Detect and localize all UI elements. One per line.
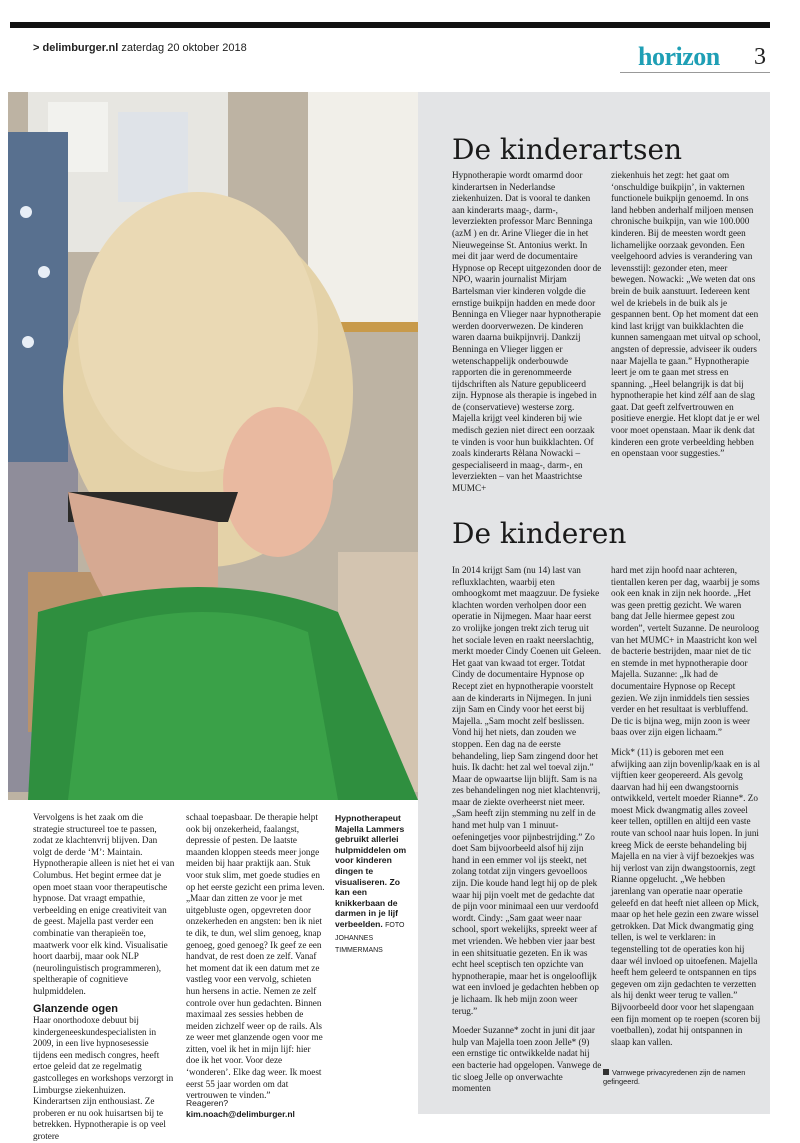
children-text-2b: Mick* (11) is geboren met een afwijking aan zijn bovenlip/kaak en is al vijftien keer geopereerd. Als gevolg daarvan had hij een dwangstoornis ontwikkeld, vertelt moeder Rianne*. Zo moest Mick dwangmatig alles zoveel keer tellen, optillen en altijd een vaste route van school naar huis lopen. In juni kreeg Mick de eerste behandeling bij Majella en na vier à vijf bezoekjes was hij verlost van zijn dwangstoornis, zegt Rianne opgelucht. „We hebben jarenlang van operatie naar operatie geleefd en dat heeft niet alleen op Mick, maar op het hele gezin een zware wissel getrokken. Dat Mick dwangmatig ging tellen, is wel te verklaren: in tegenstelling tot de operaties kon hij daar wél invloed op uitoefenen. Majella heeft hem geleerd te ontspannen en tips gegeven om zijn gedachten te verzetten als hij denkt weer terug te vallen.” Bijvoorbeeld door voor het slapengaan een fijn moment op te roepen (scoren bij voetballen), zodat hij ontspannen in slaap kan vallen. xyxy=(611,746,761,1047)
bottom-text-1b: Haar onorthodoxe debuut bij kindergeneeskundespecialisten in 2009, in een live hypnosesessie tijdens een medisch congres, heeft ertoe geleid dat ze regelmatig gastcolleges en workshops verzorgt in Limburgse ziekenhuizen. Kinderartsen zijn enthousiast. Ze proberen er nu ook huisartsen bij te betrekken. Hypnotherapie is op veel grotere xyxy=(33,1015,174,1142)
photo-credit: FOTO JOHANNES TIMMERMANS xyxy=(335,921,405,955)
section-title: horizon xyxy=(638,42,720,71)
bottom-text-2: schaal toepasbaar. De therapie helpt ook bij onzekerheid, faalangst, depressie of pesten. De laatste maanden kloppen steeds meer jonge meiden bij haar praktijk aan. Stuk voor stuk slim, met goede studies en op het eerste gezicht een prima leven. „Maar dan zitten ze voor je met uitgebluste ogen, opgevreten door onzekerheden en angsten: ben ik niet te dik, te dun, wel slim genoeg, knap genoeg, goed genoeg? Ik geef ze een handvat, de rest doen ze zelf. Vanaf het moment dat ik een datum met ze vastleg voor een vervolg, schieten hun hersens in actie. Nemen ze zelf controle over hun gedachten. Binnen maximaal zes sessies hebben de meiden zichzelf weer op de rails. Als ze weer met glanzende ogen voor me zitten, voel ik het in mijn lijf: hier doe ik het voor. Voor deze ‘wonderen’. Elke dag weer. Ik moest eerst 55 jaar worden om dat vertrouwen te vinden.” xyxy=(186,812,325,1101)
doctors-text-1: Hypnotherapie wordt omarmd door kinderartsen in Nederlandse ziekenhuizen. Dat is vooral te danken aan kinderarts maag-, darm-, leverziekten professor Marc Benninga (azM ) en dr. Arine Vlieger die in het Nieuwegeinse St. Antonius werkt. In mei dit jaar werd de documentaire Hypnose op Recept uitgezonden door de NPO, waarin journalist Mirjam Bartelsman vier kinderen volgde die ernstige buikpijn hadden en mede door Benninga en Vlieger naar hypnotherapie werden doorverwezen. De kinderen waren daarna buikpijnvrij. Dankzij Benninga en Vlieger liggen er wetenschappelijk onderbouwde rapporten die in gerenommeerde tijdschriften als Nature gepubliceerd zijn. Hypnose als therapie is ingebed in de (conservatieve) westerse zorg. Majella krijgt veel kinderen bij wie medisch gezien niet direct een oorzaak te vinden is voor hun buikklachten. Of zoals kinderarts Rèlana Nowacki – gespecialiseerd in maag-, darm-, en leverziekten – van het Maastrichtse MUMC+ xyxy=(452,170,602,494)
children-text-1: In 2014 krijgt Sam (nu 14) last van refluxklachten, waarbij eten omhoogkomt met maagzuur. De fysieke klachten worden verholpen door een operatie in Nijmegen. Maar haar eerst zo vrolijke jongen trekt zich terug uit het sociale leven en raakt neerslachtig, merkt moeder Cindy Coenen uit Geleen. Het gaat van kwaad tot erger. Totdat Cindy de documentaire Hypnose op Recept ziet en hypnotherapie voorstelt aan de kinderarts in Nijmegen. In juni zijn Sam en Cindy voor het eerst bij Majella. „Sam mocht zelf beslissen. Vond hij het niets, dan zouden we stoppen. Een dag na de eerste behandeling, liep Sam zingend door het huis. Ik dacht: het zal wel toeval zijn.” Maar de opwaartse lijn blijft. Sam is na zes behandelingen nog niet klachtenvrij, maar de ziekte overheerst niet meer. „Sam heeft zijn stemming nu zelf in de hand met hulp van 1 minuut-oefeningetjes voor pijnbestrijding.” Zo doet Sam bijvoorbeeld alsof hij zijn hand in een emmer vol ijs steekt, net zolang totdat zijn vingers gevoelloos zijn. Die koude hand legt hij op de plek waar hij pijn voelt met de gedachte dat de pijn voor minimaal een uur verdoofd wordt. Cindy: „Sam gaat weer naar school, sport wekelijks, spreekt weer af met vrienden. We hebben vier jaar best in een shitsituatie gezeten. En ik was echt heel sceptisch ten opzichte van hypnotherapie, maar het is ongelooflijk wat een invloed je gedachten hebben op je lichaam. Ik heb mijn zoon weer terug.” xyxy=(452,565,602,1016)
heading-doctors: De kinderartsen xyxy=(452,133,683,166)
contact-email-link[interactable]: kim.noach@delimburger.nl xyxy=(186,1108,295,1119)
doctors-text-2: ziekenhuis het zegt: het gaat om ‘onschuldige buikpijn’, in vakternen functionele buikpijn genoemd. In ons land hebben anderhalf miljoen mensen chronische buikpijn, van wie 100.000 kinderen. Bij de meesten wordt geen lichamelijke oorzaak gevonden. Een veelgehoord advies is verandering van levensstijl: gezonder eten, meer bewegen. Nowacki: „We weten dat ons brein de buik aanstuurt. Iedereen kent wel de kriebels in de buik als je gespannen bent. Op het moment dat een kind last krijgt van buikklachten die kunnen samengaan met uitval op school, angsten of depressie, adviseer ik ouders naar Majella te gaan.” Hypnotherapie leert je om te gaan met stress en spanning. „Heel belangrijk is dat bij hypnotherapie het kind zélf aan de slag gaat. Dat geeft zelfvertrouwen en positieve energie. Het klopt dat je er wel voor moet openstaan. Maar ik denk dat kinderen een grote verbeelding hebben en openstaan voor suggesties.” xyxy=(611,170,761,459)
doctors-column-2 xyxy=(611,170,761,460)
top-rule xyxy=(10,22,770,28)
site-name[interactable]: > delimburger.nl xyxy=(33,42,119,54)
page-number: 3 xyxy=(754,44,766,70)
children-column-2 xyxy=(611,565,761,1048)
photo-boy-with-glasses xyxy=(8,92,418,800)
header-rule xyxy=(620,72,770,73)
issue-date: zaterdag 20 oktober 2018 xyxy=(121,42,247,54)
caption-text: Hypnotherapeut Majella Lammers gebruikt allerlei hulpmiddelen om voor kinderen dingen te visualiseren. Zo kan een knikkerbaan de darmen in je lijf verbeelden. xyxy=(335,813,407,929)
doctors-column-1 xyxy=(452,170,602,495)
contact-label: Reageren? xyxy=(186,1098,229,1108)
bottom-text-1: Vervolgens is het zaak om die strategie structureel toe te passen, zodat ze klachtenvrij blijven. Dan volgt de derde ‘M’: Maintain. Hypnotherapie alleen is niet het ei van Columbus. Het begint ermee dat je open moet staan voor therapeutische hypnose. Dat vraagt empathie, verbeelding en enige creativiteit van de geest. Majella past verder een combinatie van therapieën toe, maatwerk voor elk kind. Visualisatie hoort daarbij, maar ook NLP (neurolinguïstisch programmeren), speltherapie of cognitieve hulpmiddelen. xyxy=(33,812,175,996)
privacy-footnote: Varnwege privacyredenen zijn de namen gefingeerd. xyxy=(603,1068,746,1086)
square-bullet-icon xyxy=(603,1069,609,1075)
heading-children: De kinderen xyxy=(452,517,627,550)
children-text-1b: Moeder Suzanne* zocht in juni dit jaar hulp van Majella toen zoon Jelle* (9) een ernstige tic ontwikkelde nadat hij een bacterie had opgelopen. Vanwege de tic sloeg Jelle op onverwachte momenten xyxy=(452,1025,602,1094)
masthead xyxy=(33,42,247,54)
children-text-2: hard met zijn hoofd naar achteren, tientallen keren per dag, waarbij je soms ook een knak in zijn nek hoorde. „Het was geen prettig gezicht. We waren bang dat Jelle hiermee gepest zou worden”, vertelt Suzanne. De neuroloog van het MUMC+ in Maastricht kon wel de bacterie bestrijden, maar niet de tic en stemde in met hypnotherapie door Majella. Suzanne: „Ik had de documentaire Hypnose op Recept gezien. We zijn inmiddels tien sessies verder en het resultaat is verbluffend. De tic is bijna weg, mijn zoon is weer baas over zijn eigen lichaam.” xyxy=(611,565,760,738)
contact-block xyxy=(186,1098,295,1119)
photo-caption xyxy=(335,813,415,957)
bottom-column-2 xyxy=(186,812,326,1102)
bottom-column-1 xyxy=(33,812,175,1143)
subheading-glanzende-ogen: Glanzende ogen xyxy=(33,1002,118,1015)
children-column-1 xyxy=(452,565,602,1095)
